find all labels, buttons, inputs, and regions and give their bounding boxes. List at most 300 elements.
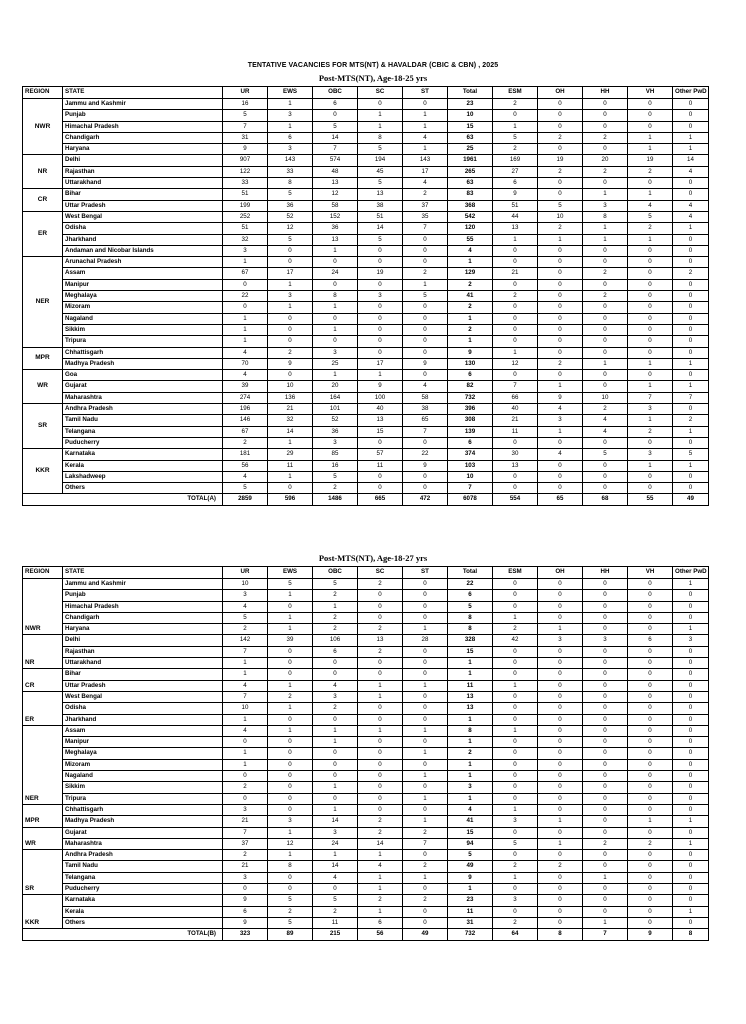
table-row: [23, 759, 709, 770]
table-row: [23, 714, 709, 725]
value-cell: 0: [268, 771, 313, 782]
value-cell: 2: [223, 437, 268, 448]
value-cell: 1: [223, 658, 268, 669]
value-cell: 9: [493, 189, 538, 200]
column-header: OH: [538, 567, 583, 579]
value-cell: 0: [583, 669, 628, 680]
total-value-cell: 49: [403, 929, 448, 940]
total-value-cell: 472: [403, 494, 448, 505]
table-row: [23, 437, 709, 448]
table-row: [23, 612, 709, 623]
value-cell: 0: [538, 782, 583, 793]
value-cell: 2: [493, 291, 538, 302]
value-cell: 2: [583, 838, 628, 849]
value-cell: 14: [358, 223, 403, 234]
value-cell: 0: [493, 771, 538, 782]
value-cell: 0: [538, 827, 583, 838]
value-cell: 2: [538, 861, 583, 872]
total-label: TOTAL(B): [23, 929, 223, 940]
table-row: [23, 223, 709, 234]
value-cell: 22: [403, 449, 448, 460]
value-cell: 2: [223, 782, 268, 793]
total-cell: 6: [448, 437, 493, 448]
value-cell: 0: [358, 313, 403, 324]
total-value-cell: 665: [358, 494, 403, 505]
total-cell: 9: [448, 872, 493, 883]
state-cell: Meghalaya: [63, 291, 223, 302]
table-row: [23, 268, 709, 279]
total-cell: 1: [448, 884, 493, 895]
value-cell: 1: [673, 144, 709, 155]
value-cell: 1: [268, 471, 313, 482]
value-cell: 5: [673, 449, 709, 460]
value-cell: 7: [628, 392, 673, 403]
table-row: [23, 415, 709, 426]
value-cell: 4: [358, 861, 403, 872]
table-row: [23, 257, 709, 268]
value-cell: 0: [223, 771, 268, 782]
value-cell: 0: [673, 110, 709, 121]
value-cell: 0: [583, 748, 628, 759]
value-cell: 0: [538, 917, 583, 928]
value-cell: 2: [358, 579, 403, 590]
table-row: [23, 178, 709, 189]
value-cell: 21: [223, 816, 268, 827]
value-cell: 0: [358, 279, 403, 290]
value-cell: 0: [493, 658, 538, 669]
value-cell: 2: [268, 691, 313, 702]
state-cell: Karnataka: [63, 895, 223, 906]
value-cell: 0: [583, 816, 628, 827]
value-cell: 101: [313, 404, 358, 415]
value-cell: 0: [538, 302, 583, 313]
value-cell: 0: [358, 748, 403, 759]
table-row: [23, 737, 709, 748]
region-cell: NWR: [23, 99, 63, 155]
value-cell: 5: [358, 178, 403, 189]
value-cell: 0: [583, 703, 628, 714]
value-cell: 0: [493, 336, 538, 347]
value-cell: 0: [538, 872, 583, 883]
total-cell: 22: [448, 579, 493, 590]
table-row: [23, 302, 709, 313]
value-cell: 2: [583, 291, 628, 302]
value-cell: 2: [583, 166, 628, 177]
total-cell: 31: [448, 917, 493, 928]
value-cell: 0: [538, 245, 583, 256]
value-cell: 181: [223, 449, 268, 460]
value-cell: 0: [628, 483, 673, 494]
value-cell: 1: [583, 872, 628, 883]
value-cell: 66: [493, 392, 538, 403]
value-cell: 0: [673, 861, 709, 872]
value-cell: 1: [313, 804, 358, 815]
value-cell: 52: [313, 415, 358, 426]
value-cell: 1: [628, 816, 673, 827]
table-row: [23, 804, 709, 815]
value-cell: 0: [538, 793, 583, 804]
table-row: [23, 166, 709, 177]
value-cell: 2: [538, 358, 583, 369]
value-cell: 1: [358, 850, 403, 861]
state-cell: Uttarakhand: [63, 178, 223, 189]
value-cell: 0: [403, 884, 448, 895]
value-cell: 1: [673, 223, 709, 234]
value-cell: 1: [538, 624, 583, 635]
value-cell: 0: [538, 121, 583, 132]
value-cell: 58: [313, 200, 358, 211]
value-cell: 0: [628, 714, 673, 725]
state-cell: Chandigarh: [63, 132, 223, 143]
value-cell: 1: [583, 358, 628, 369]
total-label: TOTAL(A): [23, 494, 223, 505]
value-cell: 1: [628, 460, 673, 471]
value-cell: 2: [583, 132, 628, 143]
value-cell: 1: [268, 590, 313, 601]
value-cell: 0: [538, 737, 583, 748]
value-cell: 45: [358, 166, 403, 177]
value-cell: 0: [538, 771, 583, 782]
value-cell: 0: [358, 737, 403, 748]
value-cell: 5: [313, 895, 358, 906]
value-cell: 21: [493, 268, 538, 279]
value-cell: 0: [268, 324, 313, 335]
table-row: [23, 782, 709, 793]
value-cell: 0: [538, 324, 583, 335]
value-cell: 1: [673, 132, 709, 143]
value-cell: 0: [583, 646, 628, 657]
value-cell: 8: [313, 291, 358, 302]
value-cell: 6: [493, 178, 538, 189]
value-cell: 0: [358, 601, 403, 612]
value-cell: 65: [403, 415, 448, 426]
total-cell: 2: [448, 324, 493, 335]
value-cell: 0: [583, 827, 628, 838]
value-cell: 14: [313, 132, 358, 143]
value-cell: 4: [673, 166, 709, 177]
value-cell: 3: [358, 291, 403, 302]
value-cell: 0: [583, 601, 628, 612]
value-cell: 0: [403, 234, 448, 245]
value-cell: 1: [268, 612, 313, 623]
column-header: OBC: [313, 87, 358, 99]
value-cell: 8: [268, 861, 313, 872]
value-cell: 42: [493, 635, 538, 646]
value-cell: 0: [313, 658, 358, 669]
value-cell: 39: [268, 635, 313, 646]
table-row: [23, 449, 709, 460]
value-cell: 0: [268, 714, 313, 725]
value-cell: 0: [268, 804, 313, 815]
total-cell: 328: [448, 635, 493, 646]
total-value-cell: 554: [493, 494, 538, 505]
total-cell: 1: [448, 759, 493, 770]
value-cell: 0: [223, 737, 268, 748]
value-cell: 40: [493, 404, 538, 415]
value-cell: 2: [313, 906, 358, 917]
value-cell: 0: [493, 302, 538, 313]
value-cell: 0: [493, 483, 538, 494]
value-cell: 0: [268, 370, 313, 381]
total-value-cell: 65: [538, 494, 583, 505]
table-row: [23, 884, 709, 895]
region-cell: CR: [23, 669, 63, 692]
value-cell: 0: [538, 759, 583, 770]
value-cell: 36: [313, 426, 358, 437]
total-cell: 368: [448, 200, 493, 211]
value-cell: 4: [403, 132, 448, 143]
value-cell: 12: [268, 223, 313, 234]
value-cell: 2: [493, 861, 538, 872]
state-cell: Arunachal Pradesh: [63, 257, 223, 268]
value-cell: 1: [223, 669, 268, 680]
value-cell: 574: [313, 155, 358, 166]
value-cell: 0: [673, 189, 709, 200]
value-cell: 0: [583, 370, 628, 381]
value-cell: 28: [403, 635, 448, 646]
total-cell: 5: [448, 850, 493, 861]
value-cell: 0: [673, 714, 709, 725]
value-cell: 0: [403, 917, 448, 928]
state-cell: Jammu and Kashmir: [63, 99, 223, 110]
state-cell: Sikkim: [63, 782, 223, 793]
value-cell: 0: [313, 279, 358, 290]
table-row: [23, 669, 709, 680]
value-cell: 0: [628, 336, 673, 347]
value-cell: 194: [358, 155, 403, 166]
state-cell: Karnataka: [63, 449, 223, 460]
value-cell: 0: [268, 737, 313, 748]
value-cell: 21: [223, 861, 268, 872]
value-cell: 6: [268, 132, 313, 143]
value-cell: 0: [403, 313, 448, 324]
column-header: Other PwD: [673, 87, 709, 99]
region-cell: CR: [23, 189, 63, 212]
value-cell: 4: [223, 725, 268, 736]
table-row: [23, 144, 709, 155]
value-cell: 13: [358, 415, 403, 426]
value-cell: 1: [358, 906, 403, 917]
value-cell: 0: [403, 245, 448, 256]
table-row: [23, 336, 709, 347]
value-cell: 0: [628, 437, 673, 448]
value-cell: 1: [628, 132, 673, 143]
value-cell: 11: [358, 460, 403, 471]
value-cell: 1: [493, 725, 538, 736]
value-cell: 2: [628, 223, 673, 234]
table-row: [23, 471, 709, 482]
value-cell: 0: [403, 759, 448, 770]
value-cell: 274: [223, 392, 268, 403]
value-cell: 4: [673, 211, 709, 222]
value-cell: 0: [268, 748, 313, 759]
value-cell: 0: [268, 669, 313, 680]
value-cell: 0: [493, 691, 538, 702]
total-cell: 2: [448, 279, 493, 290]
state-cell: Telangana: [63, 426, 223, 437]
value-cell: 5: [583, 449, 628, 460]
value-cell: 0: [673, 680, 709, 691]
state-cell: Lakshadweep: [63, 471, 223, 482]
state-cell: Haryana: [63, 144, 223, 155]
value-cell: 5: [268, 234, 313, 245]
state-cell: Others: [63, 483, 223, 494]
value-cell: 0: [268, 658, 313, 669]
total-cell: 15: [448, 646, 493, 657]
value-cell: 13: [493, 460, 538, 471]
table-row: [23, 658, 709, 669]
value-cell: 0: [628, 884, 673, 895]
value-cell: 169: [493, 155, 538, 166]
total-value-cell: 596: [268, 494, 313, 505]
value-cell: 1: [268, 624, 313, 635]
value-cell: 122: [223, 166, 268, 177]
value-cell: 0: [673, 804, 709, 815]
value-cell: 0: [313, 669, 358, 680]
value-cell: 10: [583, 392, 628, 403]
value-cell: 0: [358, 793, 403, 804]
total-cell: 130: [448, 358, 493, 369]
value-cell: 0: [358, 257, 403, 268]
value-cell: 0: [403, 324, 448, 335]
total-cell: 10: [448, 471, 493, 482]
value-cell: 0: [493, 579, 538, 590]
value-cell: 0: [493, 737, 538, 748]
value-cell: 3: [268, 291, 313, 302]
total-cell: 1: [448, 257, 493, 268]
value-cell: 1: [583, 189, 628, 200]
value-cell: 9: [268, 358, 313, 369]
total-cell: 1: [448, 714, 493, 725]
value-cell: 1: [268, 680, 313, 691]
value-cell: 0: [493, 257, 538, 268]
state-cell: Delhi: [63, 155, 223, 166]
value-cell: 0: [538, 347, 583, 358]
state-cell: Nagaland: [63, 771, 223, 782]
total-value-cell: 55: [628, 494, 673, 505]
value-cell: 1: [628, 234, 673, 245]
value-cell: 3: [313, 347, 358, 358]
total-cell: 1: [448, 771, 493, 782]
column-header: SC: [358, 567, 403, 579]
total-cell: 9: [448, 347, 493, 358]
value-cell: 10: [538, 211, 583, 222]
document-title: TENTATIVE VACANCIES FOR MTS(NT) & HAVALDAR (CBIC & CBN) , 2025: [247, 62, 499, 69]
value-cell: 13: [358, 189, 403, 200]
table-row: [23, 579, 709, 590]
total-value-cell: 56: [358, 929, 403, 940]
value-cell: 1: [538, 234, 583, 245]
value-cell: 7: [493, 381, 538, 392]
value-cell: 14: [358, 838, 403, 849]
value-cell: 252: [223, 211, 268, 222]
value-cell: 67: [223, 426, 268, 437]
value-cell: 5: [313, 121, 358, 132]
value-cell: 6: [358, 917, 403, 928]
value-cell: 1: [673, 358, 709, 369]
value-cell: 0: [403, 471, 448, 482]
value-cell: 2: [673, 268, 709, 279]
value-cell: 0: [313, 714, 358, 725]
column-header: ESM: [493, 87, 538, 99]
value-cell: 10: [268, 381, 313, 392]
value-cell: 4: [403, 178, 448, 189]
state-cell: Manipur: [63, 737, 223, 748]
value-cell: 1: [358, 110, 403, 121]
table-row: [23, 725, 709, 736]
total-cell: 308: [448, 415, 493, 426]
value-cell: 0: [538, 437, 583, 448]
value-cell: 57: [358, 449, 403, 460]
total-value-cell: 9: [628, 929, 673, 940]
value-cell: 152: [313, 211, 358, 222]
value-cell: 85: [313, 449, 358, 460]
value-cell: 0: [583, 324, 628, 335]
value-cell: 0: [673, 234, 709, 245]
value-cell: 1: [313, 302, 358, 313]
table-row: [23, 404, 709, 415]
value-cell: 0: [403, 669, 448, 680]
table-row: [23, 245, 709, 256]
table-row: [23, 234, 709, 245]
value-cell: 70: [223, 358, 268, 369]
value-cell: 5: [223, 483, 268, 494]
value-cell: 0: [538, 714, 583, 725]
value-cell: 3: [313, 827, 358, 838]
total-cell: 1961: [448, 155, 493, 166]
value-cell: 1: [538, 381, 583, 392]
region-cell: KKR: [23, 895, 63, 929]
value-cell: 58: [403, 392, 448, 403]
value-cell: 0: [538, 669, 583, 680]
table-row: [23, 680, 709, 691]
total-value-cell: 64: [493, 929, 538, 940]
total-value-cell: 8: [673, 929, 709, 940]
value-cell: 1: [628, 381, 673, 392]
column-header: ESM: [493, 567, 538, 579]
value-cell: 7: [313, 144, 358, 155]
total-cell: 8: [448, 612, 493, 623]
total-cell: 83: [448, 189, 493, 200]
value-cell: 3: [628, 449, 673, 460]
value-cell: 0: [583, 804, 628, 815]
value-cell: 11: [268, 460, 313, 471]
state-cell: Kerala: [63, 460, 223, 471]
value-cell: 10: [223, 703, 268, 714]
value-cell: 0: [673, 759, 709, 770]
value-cell: 0: [628, 703, 673, 714]
region-cell: WR: [23, 827, 63, 850]
value-cell: 14: [673, 155, 709, 166]
value-cell: 199: [223, 200, 268, 211]
value-cell: 7: [673, 392, 709, 403]
value-cell: 5: [628, 211, 673, 222]
value-cell: 0: [583, 680, 628, 691]
value-cell: 0: [268, 483, 313, 494]
value-cell: 0: [538, 471, 583, 482]
value-cell: 0: [538, 601, 583, 612]
total-cell: 55: [448, 234, 493, 245]
value-cell: 2: [313, 703, 358, 714]
table-row: [23, 748, 709, 759]
value-cell: 0: [583, 302, 628, 313]
column-header: OH: [538, 87, 583, 99]
state-cell: Chhattisgarh: [63, 347, 223, 358]
region-cell: SR: [23, 404, 63, 449]
region-cell: NR: [23, 155, 63, 189]
state-cell: Maharashtra: [63, 838, 223, 849]
value-cell: 27: [493, 166, 538, 177]
